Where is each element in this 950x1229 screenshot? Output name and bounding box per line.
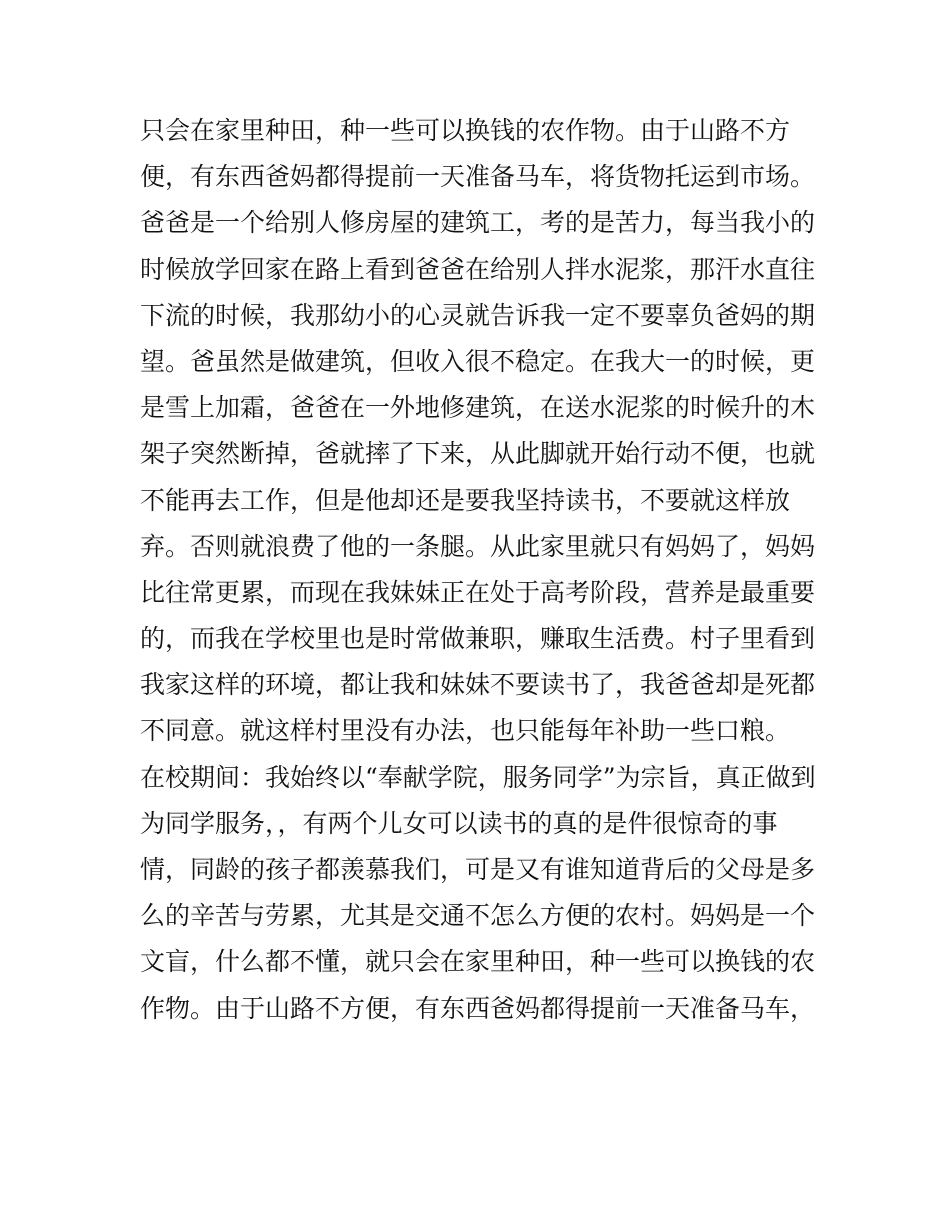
text-line-4: 时候放学回家在路上看到爸爸在给别人拌水泥浆，那汗水直往 [140,254,816,284]
text-line-1: 只会在家里种田，种一些可以换钱的农作物。由于山路不方 [140,116,791,145]
text-line-14: 不同意。就这样村里没有办法，也只能每年补助一些口粮。 [140,716,791,746]
text-line-7: 是雪上加霜，爸爸在一外地修建筑，在送水泥浆的时候升的木 [140,393,816,423]
body-text [140,108,820,1032]
text-line-20: 作物。由于山路不方便，有东西爸妈都得提前一天准备马车， [140,993,816,1023]
text-line-6: 望。爸虽然是做建筑，但收入很不稳定。在我大一的时候，更 [140,346,816,376]
text-line-12: 的，而我在学校里也是时常做兼职，赚取生活费。村子里看到 [140,624,816,654]
text-line-9: 不能再去工作，但是他却还是要我坚持读书，不要就这样放 [140,485,791,515]
text-line-10: 弃。否则就浪费了他的一条腿。从此家里就只有妈妈了，妈妈 [140,531,816,561]
text-line-8: 架子突然断掉，爸就摔了下来，从此脚就开始行动不便，也就 [140,439,816,469]
text-line-19: 文盲，什么都不懂，就只会在家里种田，种一些可以换钱的农 [140,947,816,977]
text-line-15: 在校期间：我始终以“奉献学院，服务同学”为宗旨，真正做到 [140,762,816,792]
text-line-11: 比往常更累，而现在我妹妹正在处于高考阶段，营养是最重要 [140,577,816,607]
text-line-13: 我家这样的环境，都让我和妹妹不要读书了，我爸爸却是死都 [140,670,816,700]
text-line-5: 下流的时候，我那幼小的心灵就告诉我一定不要辜负爸妈的期 [140,300,816,330]
text-line-18: 么的辛苦与劳累，尤其是交通不怎么方便的农村。妈妈是一个 [140,901,816,931]
text-line-17: 情，同龄的孩子都羡慕我们，可是又有谁知道背后的父母是多 [140,855,816,884]
text-line-2: 便，有东西爸妈都得提前一天准备马车，将货物托运到市场。 [140,162,816,192]
text-line-3: 爸爸是一个给别人修房屋的建筑工，考的是苦力，每当我小的 [140,208,816,238]
text-line-16: 为同学服务，，有两个儿女可以读书的真的是件很惊奇的事 [140,808,778,838]
